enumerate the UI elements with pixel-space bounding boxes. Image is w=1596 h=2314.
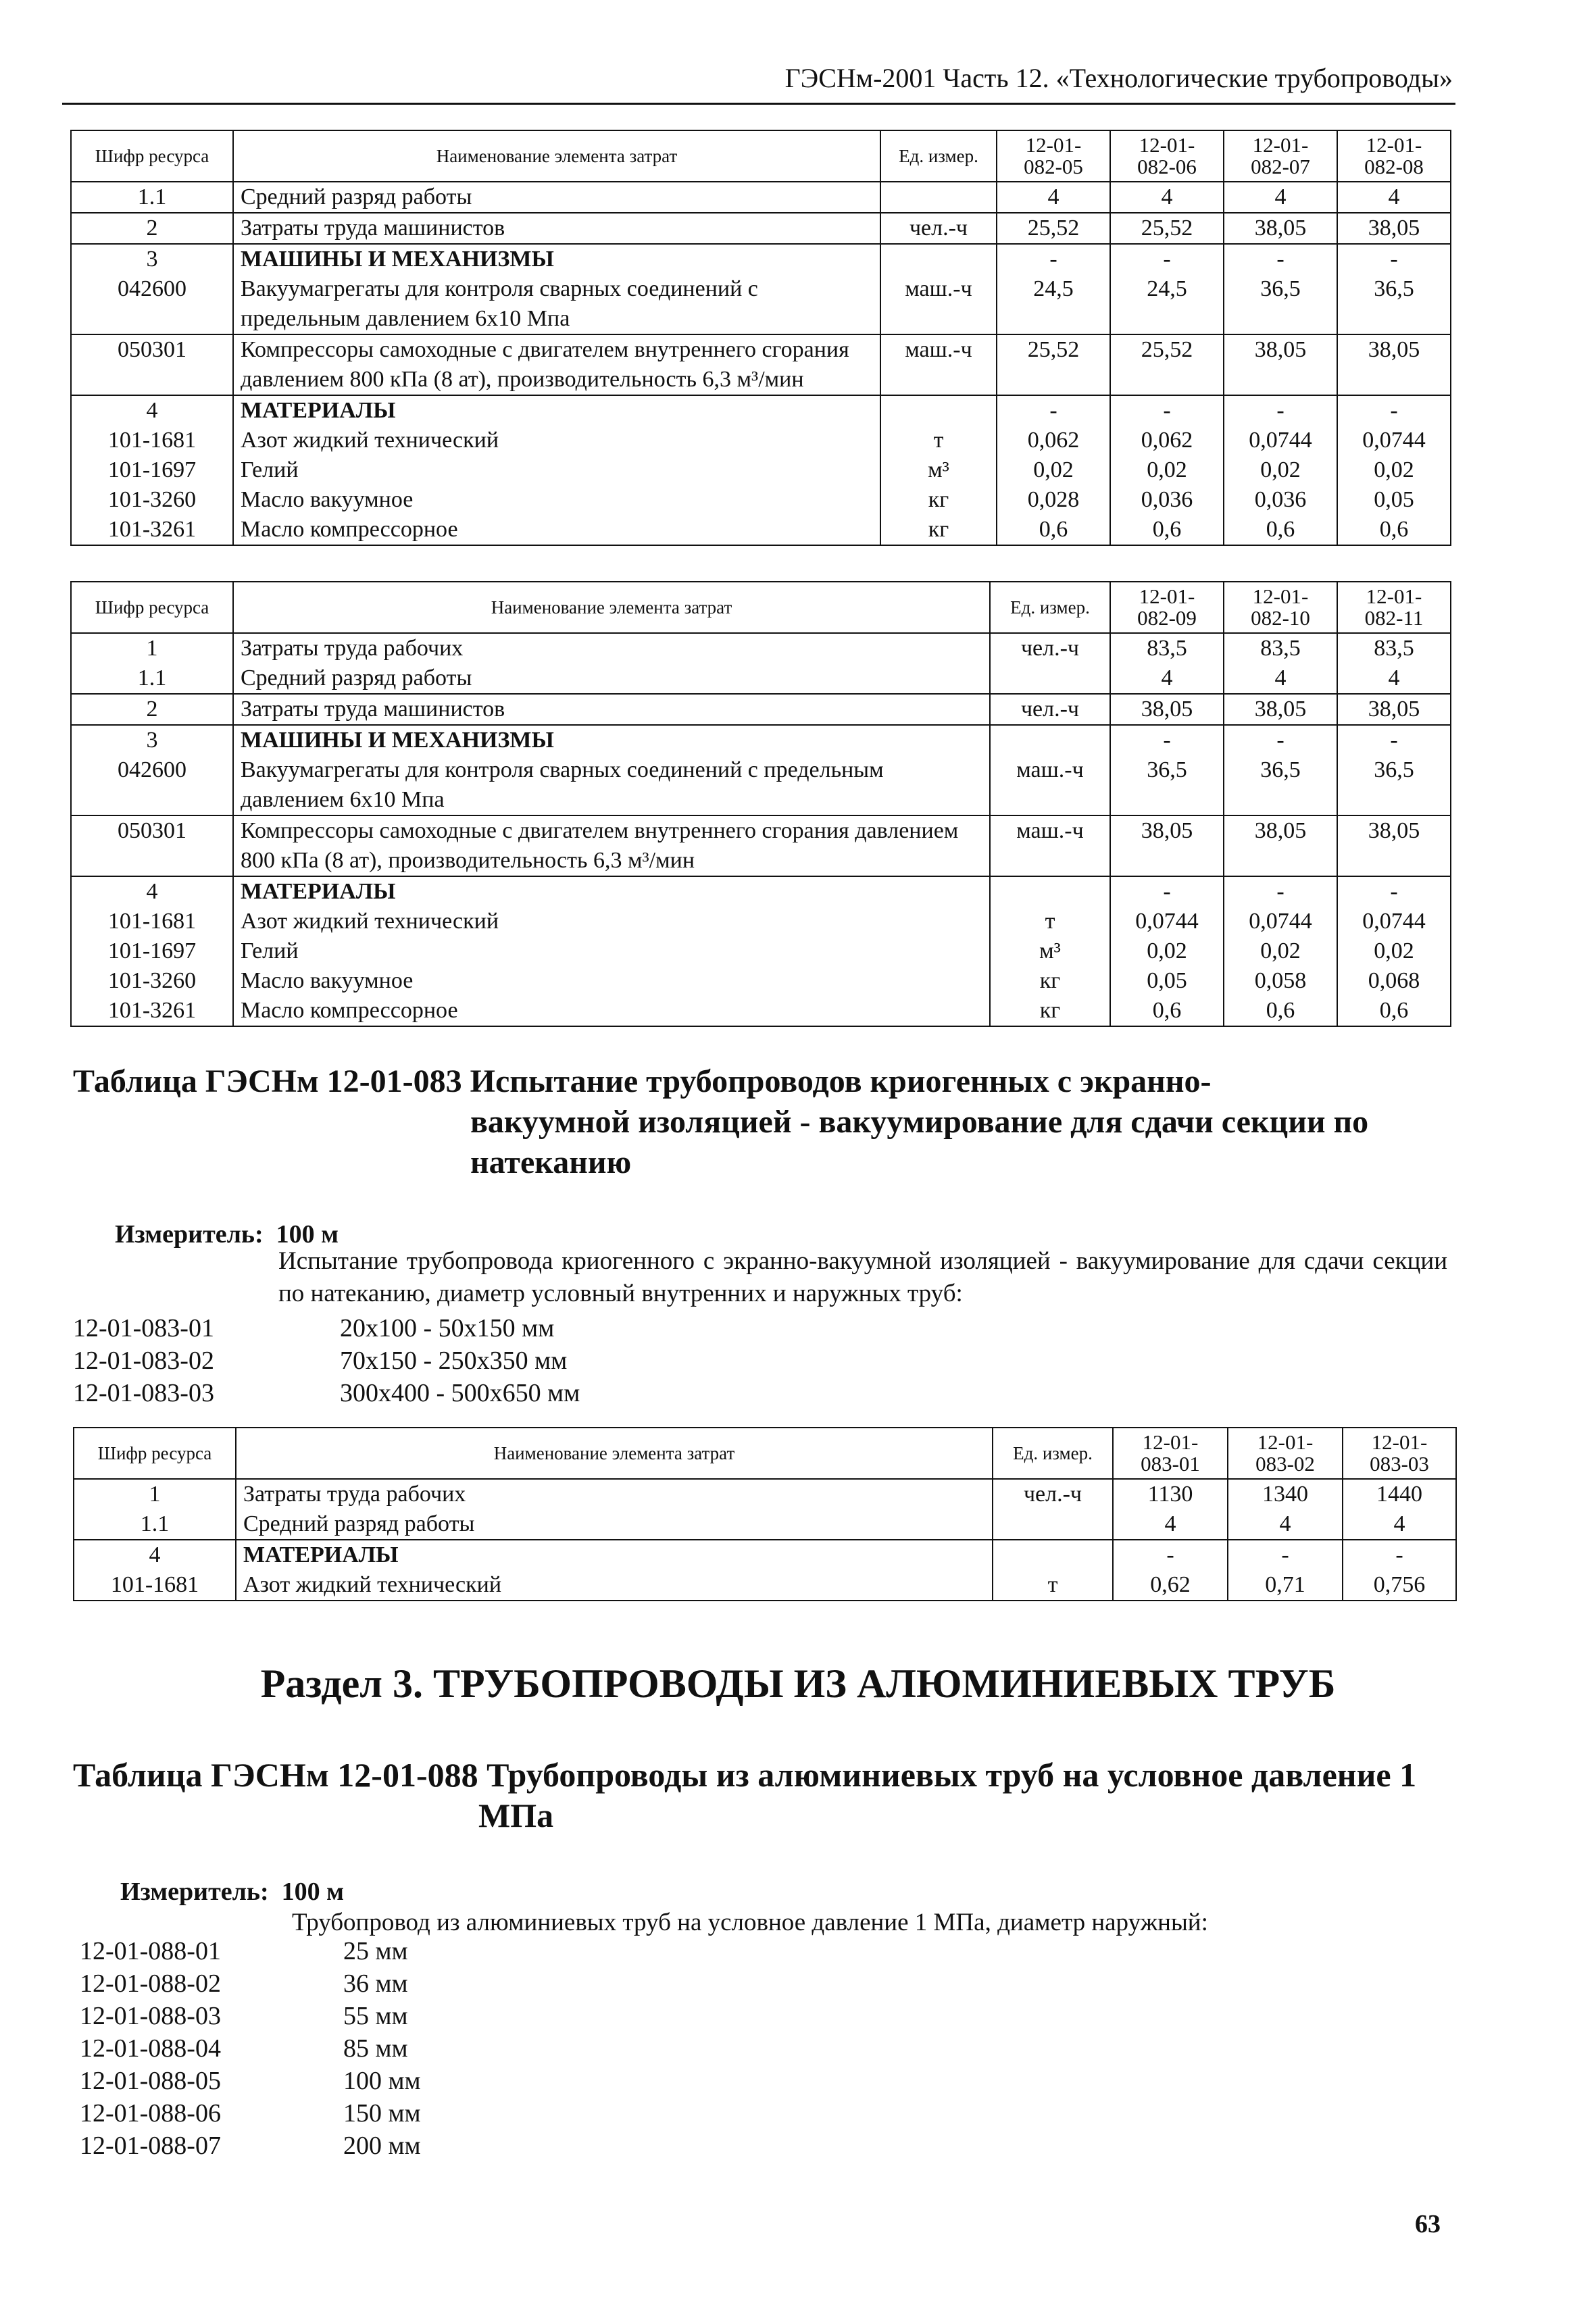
table-header-row — [74, 1428, 1456, 1479]
measure-value: 100 м — [281, 1878, 345, 1906]
cell-value: 38,05 — [1337, 815, 1451, 876]
cell-value: - 0,062 0,02 0,036 0,6 — [1110, 395, 1224, 545]
cell-name — [233, 633, 990, 694]
cell-value: - 0,0744 0,02 0,05 0,6 — [1337, 395, 1451, 545]
rate-code: 12-01- 082-11 — [1364, 584, 1424, 630]
cell-value: 83,5 4 — [1224, 633, 1337, 694]
cell-value: 83,5 4 — [1337, 633, 1451, 694]
rate-code: 12-01-088-05 — [80, 2067, 221, 2095]
rate-code: 12-01- 082-07 — [1251, 133, 1310, 178]
list-item — [73, 1377, 580, 1409]
cell-value: - 0,756 — [1343, 1540, 1456, 1601]
group-heading: МАТЕРИАЛЫ — [241, 398, 396, 423]
col-header-rate — [1113, 1428, 1228, 1479]
rate-value: 85 мм — [343, 2034, 408, 2063]
col-header-unit: Ед. измер. — [880, 130, 997, 182]
cell-value: - 36,5 — [1224, 244, 1337, 334]
list-item — [80, 1935, 421, 1967]
cell-code: 1 1.1 — [71, 633, 233, 694]
cell-name: Затраты труда машинистов — [233, 694, 990, 725]
table-row — [74, 1479, 1456, 1540]
col-header-rate — [1110, 582, 1224, 633]
rate-value: 70х150 - 250х350 мм — [340, 1347, 568, 1375]
list-item — [80, 2000, 421, 2032]
cell-code: 4 101-1681 101-1697 101-3260 101-3261 — [71, 395, 233, 545]
table-title: вакуумной изоляцией - вакуумирование для сдачи секции по — [470, 1104, 1369, 1140]
cell-unit: чел.-ч — [880, 213, 997, 244]
rate-code: 12-01- 082-05 — [1024, 133, 1083, 178]
cell-value: - 36,5 — [1337, 244, 1451, 334]
work-description: Испытание трубопровода криогенного с экранно-вакуумной изоляцией - вакуумирование для сдачи секции по натеканию, диаметр условный внутренних и наружных труб: — [278, 1247, 1447, 1307]
cell-value: - 36,5 — [1110, 725, 1224, 815]
table-header-row — [71, 130, 1451, 182]
measure-label: Измеритель: — [120, 1878, 269, 1906]
rate-value: 200 мм — [343, 2132, 421, 2160]
cell-code: 4 101-1681 — [74, 1540, 236, 1601]
rate-code: 12-01-088-06 — [80, 2099, 221, 2128]
table-title: Таблица ГЭСНм 12-01-088 Трубопроводы из алюминиевых труб на условное давление 1 — [73, 1756, 1417, 1794]
table-row — [74, 1540, 1456, 1601]
rate-code: 12-01-088-04 — [80, 2034, 221, 2063]
cell-value: 1340 4 — [1228, 1479, 1343, 1540]
cell-code: 1.1 — [71, 182, 233, 213]
cell-value: 38,05 — [1110, 815, 1224, 876]
rate-code-list — [80, 1935, 421, 2162]
cell-value: 1440 4 — [1343, 1479, 1456, 1540]
header-rule — [62, 103, 1455, 105]
resource-name: Масло компрессорное — [241, 998, 458, 1023]
rate-code: 12-01- 082-09 — [1137, 584, 1197, 630]
cell-value: 38,05 — [1224, 815, 1337, 876]
col-header-code: Шифр ресурса — [71, 582, 233, 633]
cell-value: - 36,5 — [1337, 725, 1451, 815]
list-item — [80, 1967, 421, 2000]
rate-code: 12-01-088-07 — [80, 2132, 221, 2160]
cell-unit: чел.-ч — [990, 694, 1110, 725]
cell-name — [236, 1540, 993, 1601]
resource-table-082-a — [70, 130, 1451, 546]
cell-value: - 24,5 — [1110, 244, 1224, 334]
table-title: Таблица ГЭСНм 12-01-083 Испытание трубопроводов криогенных с экранно- — [73, 1063, 1212, 1099]
cell-value: 4 — [1224, 182, 1337, 213]
rate-value: 25 мм — [343, 1937, 408, 1965]
list-item — [73, 1344, 580, 1377]
cell-value: 25,52 — [1110, 334, 1224, 395]
cell-name — [233, 244, 880, 334]
rate-value: 55 мм — [343, 2002, 408, 2030]
col-header-unit: Ед. измер. — [990, 582, 1110, 633]
rate-code-list — [73, 1312, 580, 1409]
cell-unit: чел.-ч — [990, 633, 1110, 694]
group-heading: МАШИНЫ И МЕХАНИЗМЫ — [241, 728, 554, 753]
col-header-name: Наименование элемента затрат — [236, 1428, 993, 1479]
resource-name: Вакуумагрегаты для контроля сварных соединений с предельным давлением 6х10 Мпа — [241, 276, 758, 331]
cell-value: - 36,5 — [1224, 725, 1337, 815]
cell-value: 38,05 — [1337, 334, 1451, 395]
resource-table-082-b — [70, 581, 1451, 1027]
cell-value: 4 — [1110, 182, 1224, 213]
cell-value: 25,52 — [997, 334, 1110, 395]
cell-value: 38,05 — [1224, 694, 1337, 725]
rate-code: 12-01-083-03 — [73, 1379, 214, 1407]
rate-value: 36 мм — [343, 1969, 408, 1998]
cell-unit: маш.-ч — [880, 244, 997, 334]
cell-code: 4 101-1681 101-1697 101-3260 101-3261 — [71, 876, 233, 1026]
cell-value: 38,05 — [1337, 213, 1451, 244]
rate-value: 300х400 - 500х650 мм — [340, 1379, 580, 1407]
cell-value: 25,52 — [997, 213, 1110, 244]
group-heading: МАТЕРИАЛЫ — [241, 879, 396, 904]
table-row — [71, 244, 1451, 334]
rate-code: 12-01- 083-03 — [1370, 1430, 1429, 1476]
resource-name: Масло вакуумное — [241, 968, 414, 993]
col-header-rate — [1337, 130, 1451, 182]
resource-name: Средний разряд работы — [243, 1511, 475, 1536]
cell-name — [233, 725, 990, 815]
col-header-rate — [997, 130, 1110, 182]
resource-name: Азот жидкий технический — [241, 909, 499, 934]
cell-code: 3 042600 — [71, 244, 233, 334]
measure-unit — [120, 1877, 344, 1907]
cell-value: 1130 4 — [1113, 1479, 1228, 1540]
rate-code: 12-01-088-02 — [80, 1969, 221, 1998]
cell-value: 38,05 — [1224, 213, 1337, 244]
table-row — [71, 876, 1451, 1026]
col-header-rate — [1343, 1428, 1456, 1479]
cell-value: 38,05 — [1224, 334, 1337, 395]
cell-unit: т м³ кг кг — [880, 395, 997, 545]
rate-code: 12-01-083-02 — [73, 1347, 214, 1375]
cell-code: 2 — [71, 213, 233, 244]
rate-code: 12-01-088-03 — [80, 2002, 221, 2030]
work-description: Трубопровод из алюминиевых труб на условное давление 1 МПа, диаметр наружный: — [292, 1909, 1208, 1936]
cell-value: 25,52 — [1110, 213, 1224, 244]
table-header-row — [71, 582, 1451, 633]
cell-value: 38,05 — [1337, 694, 1451, 725]
cell-value: 4 — [997, 182, 1110, 213]
list-item — [80, 2065, 421, 2097]
cell-unit: маш.-ч — [990, 725, 1110, 815]
table-row — [71, 815, 1451, 876]
section-title: Раздел 3. ТРУБОПРОВОДЫ ИЗ АЛЮМИНИЕВЫХ ТРУБ — [260, 1661, 1336, 1706]
list-item — [73, 1312, 580, 1344]
cell-value: 38,05 — [1110, 694, 1224, 725]
cell-name — [233, 876, 990, 1026]
table-title: натеканию — [470, 1145, 632, 1180]
col-header-rate — [1110, 130, 1224, 182]
cell-unit: чел.-ч — [993, 1479, 1113, 1540]
resource-name: Затраты труда рабочих — [241, 636, 464, 661]
measure-value: 100 м — [276, 1220, 339, 1249]
resource-name: Азот жидкий технический — [243, 1572, 502, 1597]
cell-value: 4 — [1337, 182, 1451, 213]
cell-name — [236, 1479, 993, 1540]
rate-value: 100 мм — [343, 2067, 421, 2095]
col-header-code: Шифр ресурса — [71, 130, 233, 182]
resource-name: Вакуумагрегаты для контроля сварных соединений с предельным давлением 6х10 Мпа — [241, 757, 884, 812]
cell-name: Компрессоры самоходные с двигателем внутреннего сгорания давлением 800 кПа (8 ат), производительность 6,3 м³/мин — [233, 815, 990, 876]
resource-name: Гелий — [241, 938, 299, 963]
col-header-rate — [1224, 130, 1337, 182]
cell-unit: маш.-ч — [990, 815, 1110, 876]
rate-code: 12-01- 082-10 — [1251, 584, 1310, 630]
cell-value: - 0,062 0,02 0,028 0,6 — [997, 395, 1110, 545]
rate-code: 12-01- 083-01 — [1141, 1430, 1200, 1476]
list-item — [80, 2130, 421, 2162]
cell-value: - 0,0744 0,02 0,068 0,6 — [1337, 876, 1451, 1026]
resource-name: Средний разряд работы — [241, 665, 472, 690]
rate-code: 12-01-088-01 — [80, 1937, 221, 1965]
col-header-rate — [1228, 1428, 1343, 1479]
cell-code: 1 1.1 — [74, 1479, 236, 1540]
measure-label: Измеритель: — [115, 1220, 264, 1249]
cell-name: Компрессоры самоходные с двигателем внутреннего сгорания давлением 800 кПа (8 ат), производительность 6,3 м³/мин — [233, 334, 880, 395]
table-row — [71, 334, 1451, 395]
cell-code: 050301 — [71, 334, 233, 395]
table-row — [71, 725, 1451, 815]
list-item — [80, 2032, 421, 2065]
col-header-code: Шифр ресурса — [74, 1428, 236, 1479]
rate-value: 20х100 - 50х150 мм — [340, 1314, 555, 1342]
rate-code: 12-01-083-01 — [73, 1314, 214, 1342]
cell-unit: т м³ кг кг — [990, 876, 1110, 1026]
group-heading: МАТЕРИАЛЫ — [243, 1542, 399, 1567]
rate-value: 150 мм — [343, 2099, 421, 2128]
resource-name: Азот жидкий технический — [241, 428, 499, 453]
cell-value: - 0,0744 0,02 0,036 0,6 — [1224, 395, 1337, 545]
resource-name: Масло компрессорное — [241, 517, 458, 542]
cell-code: 050301 — [71, 815, 233, 876]
cell-value: - 0,0744 0,02 0,05 0,6 — [1110, 876, 1224, 1026]
group-heading: МАШИНЫ И МЕХАНИЗМЫ — [241, 247, 554, 272]
table-row — [71, 182, 1451, 213]
resource-name: Гелий — [241, 457, 299, 482]
cell-name — [233, 395, 880, 545]
cell-value: - 0,0744 0,02 0,058 0,6 — [1224, 876, 1337, 1026]
table-row — [71, 633, 1451, 694]
cell-unit: маш.-ч — [880, 334, 997, 395]
rate-code: 12-01- 082-08 — [1364, 133, 1424, 178]
col-header-name: Наименование элемента затрат — [233, 582, 990, 633]
table-row — [71, 395, 1451, 545]
cell-code: 3 042600 — [71, 725, 233, 815]
col-header-rate — [1337, 582, 1451, 633]
col-header-rate — [1224, 582, 1337, 633]
cell-value: 83,5 4 — [1110, 633, 1224, 694]
col-header-name: Наименование элемента затрат — [233, 130, 880, 182]
rate-code: 12-01- 082-06 — [1137, 133, 1197, 178]
cell-unit — [880, 182, 997, 213]
table-row — [71, 694, 1451, 725]
resource-table-083 — [73, 1427, 1457, 1601]
page-number: 63 — [1415, 2210, 1441, 2238]
resource-name: Масло вакуумное — [241, 487, 414, 512]
rate-code: 12-01- 083-02 — [1255, 1430, 1315, 1476]
cell-value: - 0,62 — [1113, 1540, 1228, 1601]
running-header: ГЭСНм-2001 Часть 12. «Технологические трубопроводы» — [784, 63, 1453, 93]
col-header-unit: Ед. измер. — [993, 1428, 1113, 1479]
resource-name: Затраты труда рабочих — [243, 1482, 466, 1507]
cell-code: 2 — [71, 694, 233, 725]
list-item — [80, 2097, 421, 2130]
cell-name: Средний разряд работы — [233, 182, 880, 213]
cell-value: - 0,71 — [1228, 1540, 1343, 1601]
table-title: МПа — [478, 1796, 554, 1834]
cell-name: Затраты труда машинистов — [233, 213, 880, 244]
table-row — [71, 213, 1451, 244]
cell-unit: т — [993, 1540, 1113, 1601]
cell-value: - 24,5 — [997, 244, 1110, 334]
